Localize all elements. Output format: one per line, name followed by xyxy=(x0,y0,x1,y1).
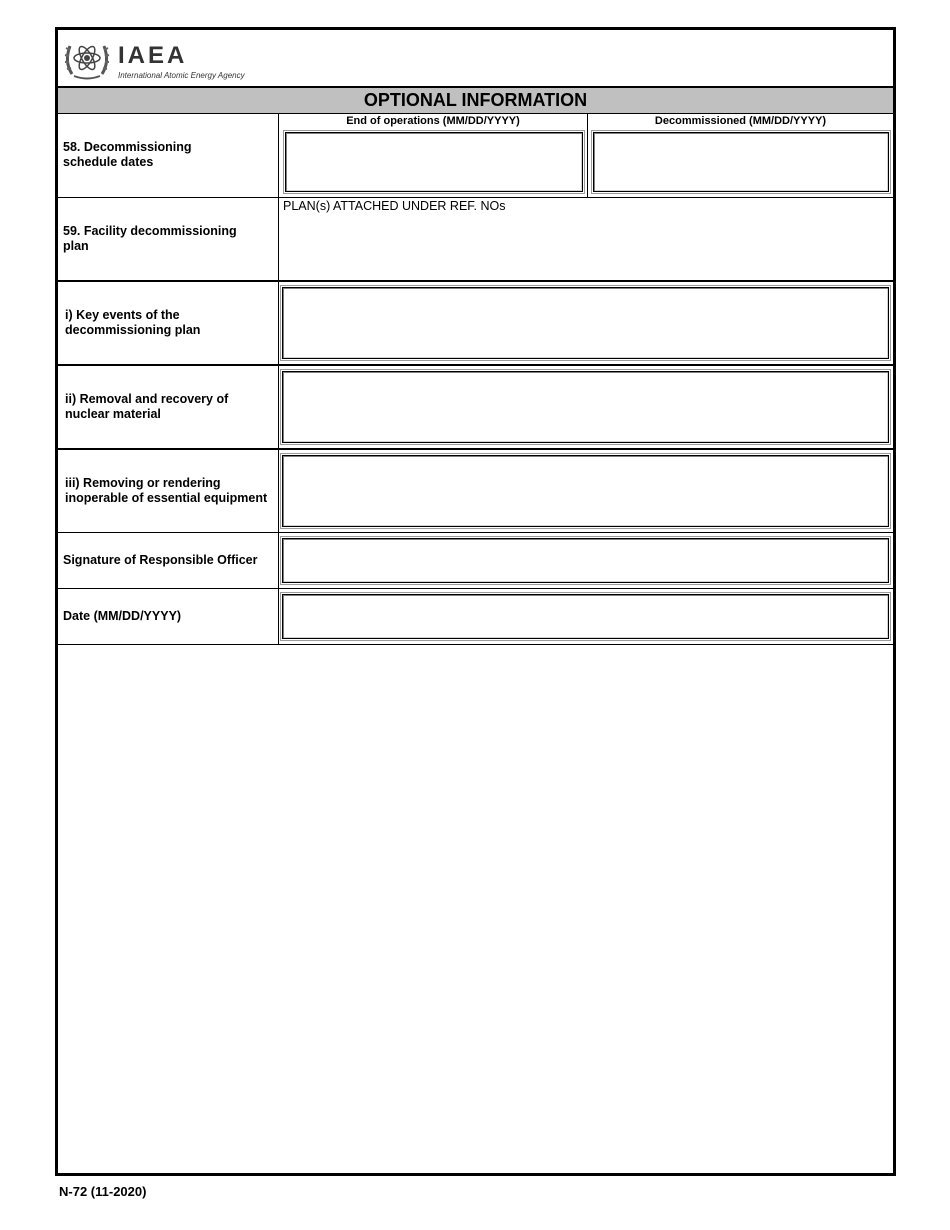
signature-field[interactable] xyxy=(282,538,889,583)
date-field[interactable] xyxy=(282,594,889,639)
row-key-events xyxy=(58,282,893,366)
label-decommissioning-schedule xyxy=(58,113,279,197)
iaea-logo xyxy=(62,34,262,84)
label-inoperable-equipment xyxy=(58,450,279,532)
label-line: schedule dates xyxy=(63,155,154,169)
label-line: iii) Removing or rendering xyxy=(65,476,221,490)
removal-recovery-field[interactable] xyxy=(282,371,889,443)
row-removal-recovery xyxy=(58,366,893,450)
row-decommissioning-schedule xyxy=(58,113,893,198)
label-line: plan xyxy=(63,239,89,253)
form-page xyxy=(55,27,896,1176)
decommissioned-header: Decommissioned (MM/DD/YYYY) xyxy=(654,115,827,127)
label-line: i) Key events of the xyxy=(65,308,180,322)
label-line: 59. Facility decommissioning xyxy=(63,224,237,238)
section-title: OPTIONAL INFORMATION xyxy=(58,86,893,114)
plan-ref-note[interactable]: PLAN(s) ATTACHED UNDER REF. NOs xyxy=(283,199,506,213)
label-removal-recovery xyxy=(58,366,279,448)
end-of-operations-field[interactable] xyxy=(285,132,583,192)
row-date xyxy=(58,589,893,645)
label-line: nuclear material xyxy=(65,407,161,421)
label-line: inoperable of essential equipment xyxy=(65,491,268,505)
form-code: N-72 (11-2020) xyxy=(59,1184,147,1199)
row-inoperable-equipment xyxy=(58,450,893,533)
label-line: decommissioning plan xyxy=(65,323,201,337)
label-line: 58. Decommissioning xyxy=(63,140,192,154)
end-of-operations-header: End of operations (MM/DD/YYYY) xyxy=(346,115,520,127)
decommissioned-date-field[interactable] xyxy=(593,132,889,192)
row-facility-plan xyxy=(58,198,893,282)
logo-text: IAEA xyxy=(118,42,188,69)
row-signature xyxy=(58,533,893,589)
label-signature: Signature of Responsible Officer xyxy=(58,533,279,588)
logo-subtitle: International Atomic Energy Agency xyxy=(118,71,245,80)
label-line: ii) Removal and recovery of xyxy=(65,392,229,406)
inoperable-equipment-field[interactable] xyxy=(282,455,889,527)
label-key-events xyxy=(58,282,279,364)
label-date: Date (MM/DD/YYYY) xyxy=(58,589,279,644)
iaea-emblem-icon xyxy=(62,34,112,82)
label-facility-plan xyxy=(58,198,279,280)
key-events-field[interactable] xyxy=(282,287,889,359)
